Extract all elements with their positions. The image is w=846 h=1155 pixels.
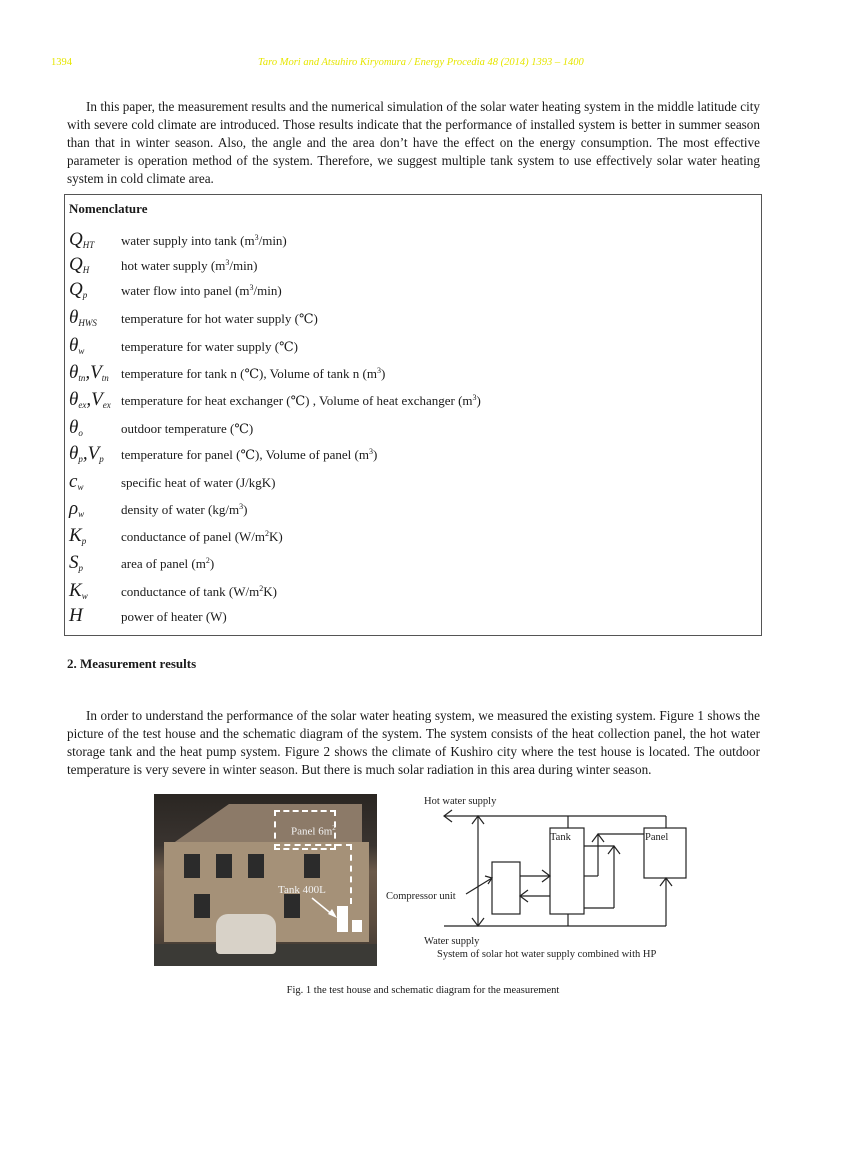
symbol-k-w: $K_w$ [69, 580, 88, 601]
symbol-c-w: $c_w$ [69, 471, 84, 492]
nomenclature-row [65, 471, 761, 495]
nomenclature-row [65, 307, 761, 331]
figure-caption: Fig. 1 the test house and schematic diagram for the measurement [286, 985, 560, 996]
nomenclature-desc: temperature for hot water supply (℃) [121, 311, 318, 326]
symbol-theta-w: $\theta_w$ [69, 335, 85, 356]
nomenclature-row [65, 605, 761, 629]
nomenclature-row [65, 335, 761, 359]
nomenclature-row [65, 498, 761, 522]
nomenclature-desc: temperature for panel (℃), Volume of panel $(m^3)$ [121, 447, 378, 462]
symbol-h: H [69, 605, 83, 626]
compressor-unit-label: Compressor unit [386, 891, 456, 902]
nomenclature-title: Nomenclature [69, 201, 148, 216]
nomenclature-desc: temperature for heat exchanger (℃) , Volume of heat exchanger $(m^3)$ [121, 393, 481, 408]
nomenclature-row [65, 362, 761, 386]
nomenclature-desc: power of heater (W) [121, 609, 227, 624]
journal-citation: Taro Mori and Atsuhiro Kiryomura / Energy Procedia 48 (2014) 1393 – 1400 [258, 57, 584, 68]
tank-label: Tank [550, 832, 571, 843]
nomenclature-desc: conductance of panel $(W/m^2K)$ [121, 529, 283, 544]
symbol-rho-w: $\rho_w$ [69, 498, 85, 519]
symbol-q-h: $Q_H$ [69, 254, 90, 275]
schematic-diagram [380, 790, 710, 962]
nomenclature-row [65, 443, 761, 467]
symbol-theta-ex-v-ex: $\theta_{ex},V_{ex}$ [69, 389, 111, 410]
symbol-s-p: $S_p$ [69, 552, 83, 573]
nomenclature-row [65, 525, 761, 549]
nomenclature-desc: specific heat of water (J/kgK) [121, 475, 276, 490]
nomenclature-desc: water flow into panel $(m^3/\min)$ [121, 283, 282, 298]
nomenclature-row [65, 389, 761, 413]
measurement-paragraph: In order to understand the performance of the solar water heating system, we measured the existing system. Figure 1 shows the picture of the test house and the schematic diagram of the system. The system consists of the heat collection panel, the hot water storage tank and the heat pump system. Figure 2 shows the climate of Kushiro city where the test house is located. The outdoor temperature is very severe in winter season. But there is much solar radiation in this area during winter season. [67, 708, 760, 777]
running-header [0, 57, 846, 73]
nomenclature-row [65, 254, 761, 278]
water-supply-label: Water supply [424, 936, 480, 947]
nomenclature-desc: outdoor temperature (℃) [121, 421, 254, 436]
symbol-theta-hws: $\theta_{HWS}$ [69, 307, 97, 328]
nomenclature-desc: area of panel $(m^2)$ [121, 556, 215, 571]
nomenclature-box [64, 194, 762, 636]
system-title: System of solar hot water supply combined with HP [437, 949, 657, 960]
nomenclature-desc: density of water $(kg/m^3)$ [121, 502, 248, 517]
nomenclature-row [65, 580, 761, 604]
nomenclature-row [65, 552, 761, 576]
symbol-theta-tn-v-tn: $\theta_{tn},V_{tn}$ [69, 362, 109, 383]
symbol-theta-o: $\theta_o$ [69, 417, 83, 438]
photo-panel-label: Panel $6m^2$ [291, 824, 336, 838]
nomenclature-row [65, 417, 761, 441]
symbol-q-p: $Q_p$ [69, 279, 88, 300]
symbol-theta-p-v-p: $\theta_p,V_p$ [69, 443, 104, 464]
nomenclature-desc: temperature for water supply (℃) [121, 339, 298, 354]
symbol-k-p: $K_p$ [69, 525, 87, 546]
page-number: 1394 [51, 57, 72, 68]
photo-tank-small [352, 920, 362, 932]
panel-label: Panel [645, 832, 669, 843]
nomenclature-desc: conductance of tank $(W/m^2K)$ [121, 584, 277, 599]
nomenclature-row [65, 229, 761, 253]
nomenclature-desc: temperature for tank n (℃), Volume of tank n $(m^3)$ [121, 366, 386, 381]
section-heading: 2. Measurement results [67, 656, 197, 671]
hot-water-supply-label: Hot water supply [424, 796, 497, 807]
intro-paragraph: In this paper, the measurement results and the numerical simulation of the solar water heating system in the middle latitude city with severe cold climate are introduced. Those results indicate that the performance of installed system is better in summer season than that in winter season. Also, the angle and the area don’t have the effect on the energy consumption. The most effective parameter is operation method of the system. Therefore, we suggest multiple tank system to use effectively solar water heating system in cold climate area. [67, 99, 760, 186]
nomenclature-row [65, 279, 761, 303]
test-house-photo [154, 794, 377, 966]
nomenclature-desc: water supply into tank $(m^3/\min)$ [121, 233, 287, 248]
tank-pointer-arrow [154, 794, 377, 966]
photo-tank-label: Tank 400L [278, 884, 326, 896]
photo-tank [337, 906, 348, 932]
symbol-q-ht: $Q_{HT}$ [69, 229, 95, 250]
nomenclature-desc: hot water supply $(m^3/\min)$ [121, 258, 258, 273]
